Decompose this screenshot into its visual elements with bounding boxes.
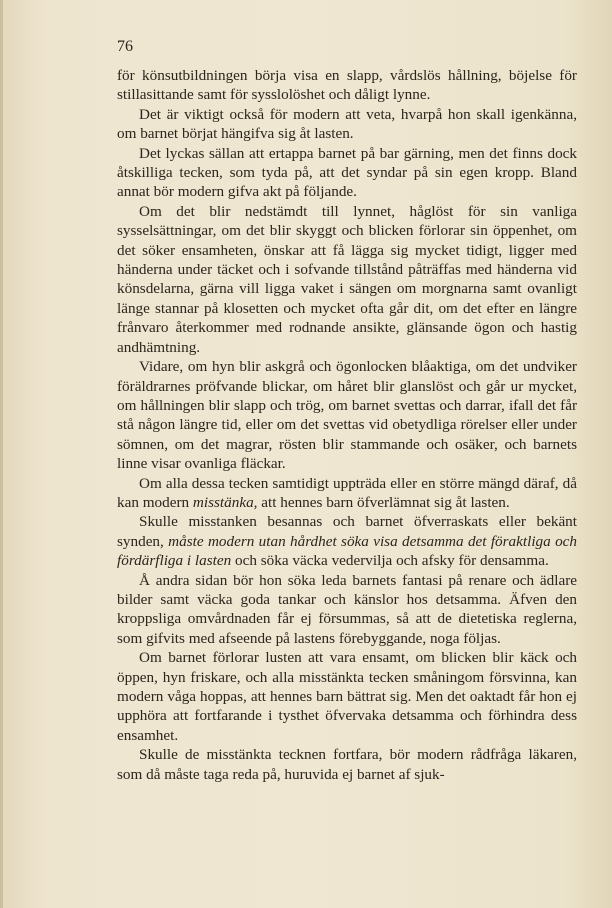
paragraph-1: för könsutbildningen börja visa en slapp, vårdslös hållning, böjelse för stillasittande samt för sysslolöshet och dåligt lynne. bbox=[117, 67, 577, 104]
page-number: 76 bbox=[117, 38, 133, 55]
paragraph-7-lead: Skulle misstanken besannas och barnet öfverraskats eller bekänt synden, bbox=[117, 513, 577, 550]
body-text bbox=[117, 66, 577, 784]
paragraph-8: Å andra sidan bör hon söka leda barnets fantasi på renare och ädlare bilder samt väcka goda tankar och känslor hos detsamma. Äfven den kroppsliga omvårdnaden får ej försummas, så att de dietetiska reglerna, som gifvits med afseende på lastens förebyggande, noga följas. bbox=[117, 571, 577, 647]
paragraph-4: Om det blir nedstämdt till lynnet, håglöst för sin vanliga sysselsättningar, om det blir skyggt och blicken förlorar sin öppenhet, om det söker ensamheten, önskar att få lägga sig mycket tidigt, ligger med händerna under täcket och i sofvande tillstånd påträffas med händerna vid könsdelarna, gärna vill ligga vaket i sängen om morgnarna samt ovanligt länge stannar på klosetten och mycket ofta går dit, om det efter en längre frånvaro återkommer med rodnande ansikte, glänsande ögon och hastig andhämtning. bbox=[117, 202, 577, 356]
paragraph-2: Det är viktigt också för modern att veta, hvarpå hon skall igenkänna, om barnet börjat hängifva sig åt lasten. bbox=[117, 105, 577, 143]
paragraph-5: Vidare, om hyn blir askgrå och ögonlocken blåaktiga, om det undviker föräldrarnes pröfvande blickar, om håret blir glanslöst och går ur mycket, om hållningen blir slapp och trög, om barnet svettas och darrar, ifall det får stå någon längre tid, eller om det svettas vid obetydliga rörelser eller under sömnen, om det magrar, rösten blir stammande och osäker, och barnets linne visar ovanliga fläckar. bbox=[117, 358, 577, 473]
paragraph-9: Om barnet förlorar lusten att vara ensamt, om blicken blir käck och öppen, hyn friskare, och alla misstänkta tecken småningom försvinna, kan modern våga hoppas, att hennes barn bättrat sig. Men det oaktadt får hon ej upphöra att fortfarande i tysthet öfvervaka detsamma och förhindra dess ensamhet. bbox=[117, 649, 577, 744]
page-edge-shadow bbox=[0, 0, 3, 908]
paragraph-6-tail: att hennes barn öfverlämnat sig åt lasten. bbox=[257, 493, 510, 511]
paragraph-3: Det lyckas sällan att ertappa barnet på bar gärning, men det finns dock åtskilliga tecken, som tyda på, att det syndar på sin egen kropp. Bland annat bör modern gifva akt på följande. bbox=[117, 144, 577, 201]
paragraph-10: Skulle de misstänkta tecknen fortfara, bör modern rådfråga läkaren, som då måste taga reda på, huruvida ej barnet af sjuk- bbox=[117, 746, 577, 783]
paragraph-6-emphasis: misstänka, bbox=[192, 493, 258, 511]
paragraph-7-tail: och söka väcka vedervilja och afsky för densamma. bbox=[231, 552, 549, 570]
paragraph-6 bbox=[117, 474, 577, 513]
paragraph-7-emphasis: måste modern utan hårdhet söka visa detsamma det föraktliga och fördärfliga i lasten bbox=[117, 532, 578, 570]
paragraph-6-lead: Om alla dessa tecken samtidigt uppträda eller en större mängd däraf, då kan modern bbox=[117, 474, 577, 511]
paragraph-7 bbox=[117, 512, 577, 570]
